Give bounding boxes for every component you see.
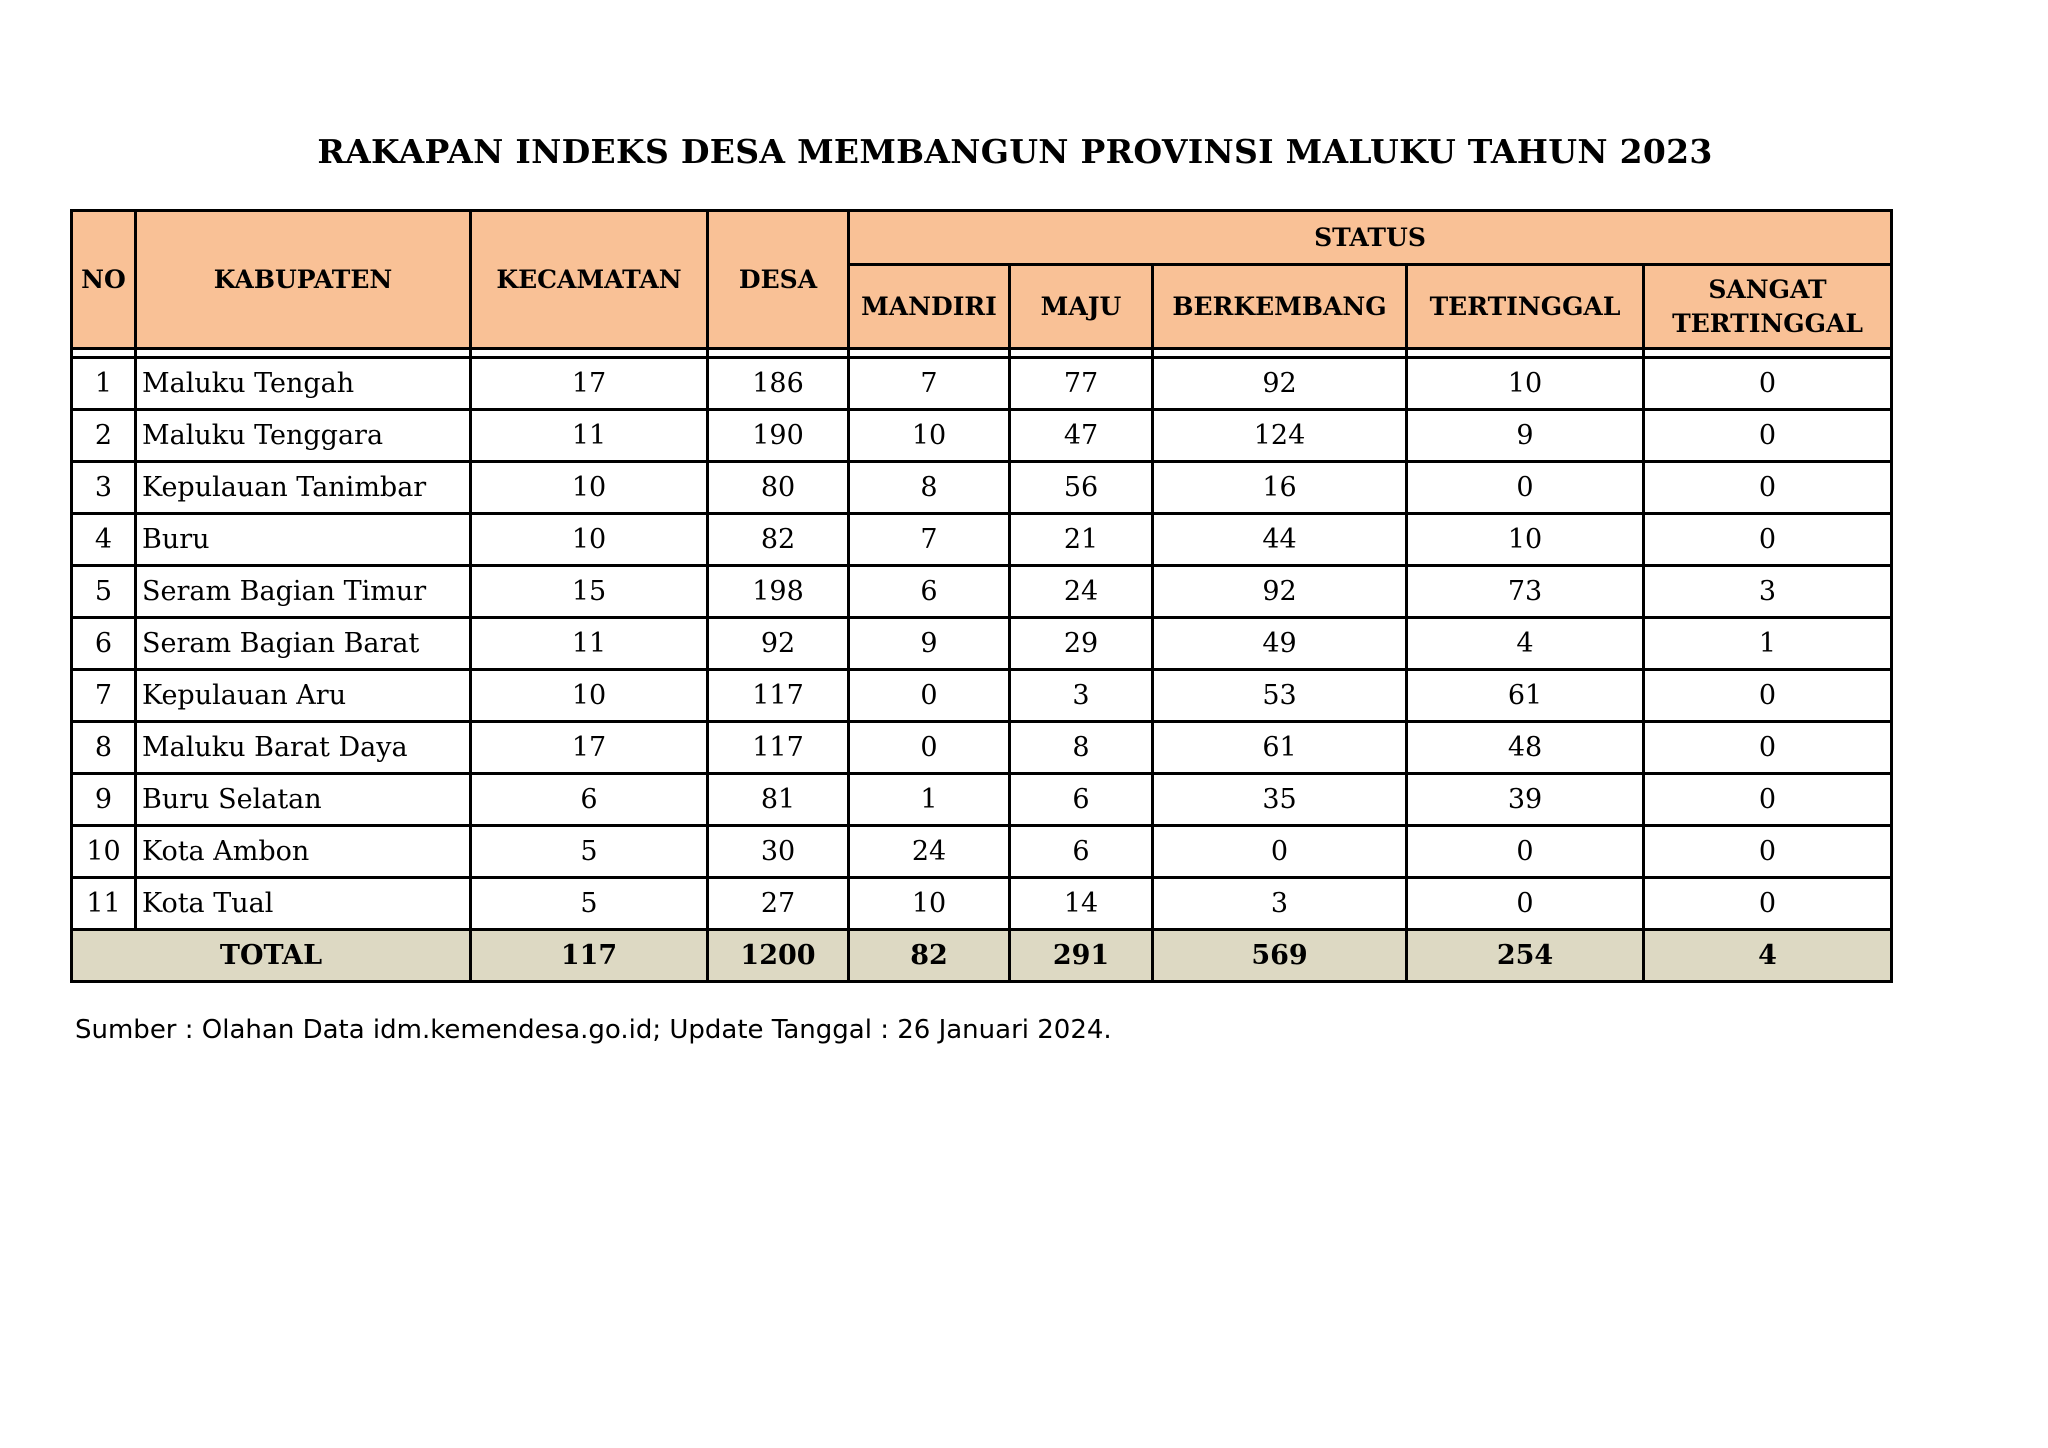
cell-kecamatan: 11: [471, 410, 708, 462]
cell-kecamatan: 11: [471, 618, 708, 670]
cell-kecamatan: 10: [471, 670, 708, 722]
cell-maju: 6: [1010, 774, 1153, 826]
cell-kecamatan: 17: [471, 722, 708, 774]
cell-kecamatan: 5: [471, 826, 708, 878]
cell-sangat-tertinggal: 0: [1644, 514, 1892, 566]
table-row: [72, 878, 1892, 930]
cell-kecamatan: 10: [471, 514, 708, 566]
cell-kabupaten: Kota Tual: [136, 878, 471, 930]
cell-desa: 81: [708, 774, 849, 826]
cell-kabupaten: Kepulauan Tanimbar: [136, 462, 471, 514]
cell-berkembang: 35: [1153, 774, 1407, 826]
cell-tertinggal: 0: [1407, 878, 1644, 930]
table-row: [72, 462, 1892, 514]
cell-mandiri: 9: [849, 618, 1010, 670]
cell-no: 10: [72, 826, 136, 878]
total-tertinggal: 254: [1407, 930, 1644, 982]
cell-berkembang: 0: [1153, 826, 1407, 878]
cell-kabupaten: Seram Bagian Barat: [136, 618, 471, 670]
cell-maju: 77: [1010, 358, 1153, 410]
cell-maju: 3: [1010, 670, 1153, 722]
cell-sangat-tertinggal: 0: [1644, 878, 1892, 930]
cell-mandiri: 6: [849, 566, 1010, 618]
cell-no: 7: [72, 670, 136, 722]
cell-desa: 30: [708, 826, 849, 878]
cell-mandiri: 8: [849, 462, 1010, 514]
idm-summary-table: [70, 209, 1893, 983]
cell-no: 3: [72, 462, 136, 514]
header-kecamatan: KECAMATAN: [471, 211, 708, 349]
cell-sangat-tertinggal: 3: [1644, 566, 1892, 618]
cell-berkembang: 3: [1153, 878, 1407, 930]
cell-no: 6: [72, 618, 136, 670]
cell-berkembang: 16: [1153, 462, 1407, 514]
header-maju: MAJU: [1010, 265, 1153, 349]
cell-kabupaten: Buru Selatan: [136, 774, 471, 826]
cell-berkembang: 124: [1153, 410, 1407, 462]
cell-maju: 47: [1010, 410, 1153, 462]
header-no: NO: [72, 211, 136, 349]
cell-mandiri: 10: [849, 410, 1010, 462]
header-gap-row: [72, 349, 1892, 358]
cell-desa: 80: [708, 462, 849, 514]
cell-no: 4: [72, 514, 136, 566]
cell-kecamatan: 15: [471, 566, 708, 618]
total-sangat-tertinggal: 4: [1644, 930, 1892, 982]
page-title: RAKAPAN INDEKS DESA MEMBANGUN PROVINSI MALUKU TAHUN 2023: [317, 132, 1713, 171]
cell-sangat-tertinggal: 0: [1644, 410, 1892, 462]
cell-no: 5: [72, 566, 136, 618]
cell-maju: 56: [1010, 462, 1153, 514]
table-header: [72, 211, 1892, 358]
cell-desa: 117: [708, 722, 849, 774]
header-tertinggal: TERTINGGAL: [1407, 265, 1644, 349]
cell-maju: 21: [1010, 514, 1153, 566]
cell-tertinggal: 0: [1407, 462, 1644, 514]
cell-maju: 29: [1010, 618, 1153, 670]
cell-no: 8: [72, 722, 136, 774]
cell-mandiri: 24: [849, 826, 1010, 878]
total-berkembang: 569: [1153, 930, 1407, 982]
table-row: [72, 566, 1892, 618]
cell-desa: 190: [708, 410, 849, 462]
cell-sangat-tertinggal: 0: [1644, 670, 1892, 722]
header-sangat-tertinggal: [1644, 265, 1892, 349]
cell-kabupaten: Maluku Tengah: [136, 358, 471, 410]
cell-tertinggal: 10: [1407, 514, 1644, 566]
cell-no: 9: [72, 774, 136, 826]
header-kabupaten: KABUPATEN: [136, 211, 471, 349]
header-status: STATUS: [849, 211, 1892, 265]
table-row: [72, 774, 1892, 826]
total-row: [72, 930, 1892, 982]
cell-sangat-tertinggal: 0: [1644, 358, 1892, 410]
header-mandiri: MANDIRI: [849, 265, 1010, 349]
cell-no: 1: [72, 358, 136, 410]
header-desa: DESA: [708, 211, 849, 349]
cell-sangat-tertinggal: 0: [1644, 774, 1892, 826]
table-row: [72, 722, 1892, 774]
cell-berkembang: 44: [1153, 514, 1407, 566]
cell-tertinggal: 61: [1407, 670, 1644, 722]
source-note: Sumber : Olahan Data idm.kemendesa.go.id; Update Tanggal : 26 Januari 2024.: [75, 1015, 1112, 1045]
cell-mandiri: 1: [849, 774, 1010, 826]
cell-maju: 8: [1010, 722, 1153, 774]
total-mandiri: 82: [849, 930, 1010, 982]
cell-tertinggal: 48: [1407, 722, 1644, 774]
table-row: [72, 826, 1892, 878]
cell-no: 11: [72, 878, 136, 930]
cell-berkembang: 92: [1153, 358, 1407, 410]
cell-kecamatan: 17: [471, 358, 708, 410]
table-row: [72, 514, 1892, 566]
cell-tertinggal: 73: [1407, 566, 1644, 618]
total-label: TOTAL: [72, 930, 471, 982]
total-maju: 291: [1010, 930, 1153, 982]
table-body: [72, 358, 1892, 982]
cell-desa: 198: [708, 566, 849, 618]
cell-berkembang: 92: [1153, 566, 1407, 618]
cell-desa: 186: [708, 358, 849, 410]
cell-kabupaten: Buru: [136, 514, 471, 566]
cell-tertinggal: 4: [1407, 618, 1644, 670]
header-berkembang: BERKEMBANG: [1153, 265, 1407, 349]
table-row: [72, 358, 1892, 410]
cell-berkembang: 53: [1153, 670, 1407, 722]
total-desa: 1200: [708, 930, 849, 982]
cell-tertinggal: 9: [1407, 410, 1644, 462]
cell-berkembang: 61: [1153, 722, 1407, 774]
table-row: [72, 410, 1892, 462]
cell-sangat-tertinggal: 1: [1644, 618, 1892, 670]
cell-mandiri: 7: [849, 514, 1010, 566]
cell-kabupaten: Maluku Tenggara: [136, 410, 471, 462]
cell-tertinggal: 0: [1407, 826, 1644, 878]
table-row: [72, 618, 1892, 670]
cell-berkembang: 49: [1153, 618, 1407, 670]
header-sangat-tertinggal-line2: TERTINGGAL: [1672, 308, 1863, 338]
cell-desa: 27: [708, 878, 849, 930]
cell-kabupaten: Maluku Barat Daya: [136, 722, 471, 774]
cell-kecamatan: 10: [471, 462, 708, 514]
cell-tertinggal: 39: [1407, 774, 1644, 826]
total-kecamatan: 117: [471, 930, 708, 982]
cell-kabupaten: Kepulauan Aru: [136, 670, 471, 722]
cell-maju: 6: [1010, 826, 1153, 878]
table-row: [72, 670, 1892, 722]
cell-kabupaten: Seram Bagian Timur: [136, 566, 471, 618]
cell-maju: 14: [1010, 878, 1153, 930]
header-sangat-tertinggal-line1: SANGAT: [1708, 274, 1827, 304]
cell-mandiri: 10: [849, 878, 1010, 930]
cell-sangat-tertinggal: 0: [1644, 722, 1892, 774]
cell-sangat-tertinggal: 0: [1644, 462, 1892, 514]
cell-kecamatan: 6: [471, 774, 708, 826]
cell-mandiri: 0: [849, 722, 1010, 774]
cell-desa: 117: [708, 670, 849, 722]
cell-sangat-tertinggal: 0: [1644, 826, 1892, 878]
cell-tertinggal: 10: [1407, 358, 1644, 410]
cell-desa: 82: [708, 514, 849, 566]
cell-maju: 24: [1010, 566, 1153, 618]
cell-desa: 92: [708, 618, 849, 670]
cell-mandiri: 7: [849, 358, 1010, 410]
cell-kabupaten: Kota Ambon: [136, 826, 471, 878]
cell-mandiri: 0: [849, 670, 1010, 722]
cell-kecamatan: 5: [471, 878, 708, 930]
cell-no: 2: [72, 410, 136, 462]
